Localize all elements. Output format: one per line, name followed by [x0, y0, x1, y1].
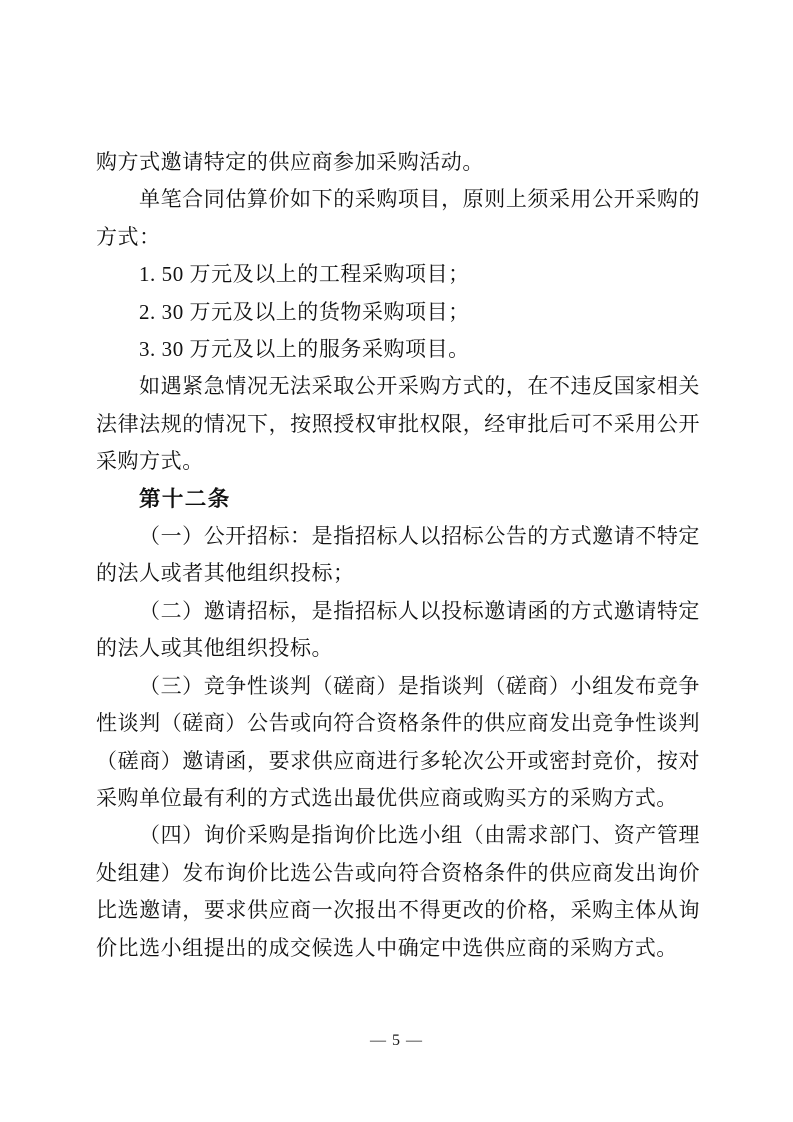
paragraph-open-procurement-intro: 单笔合同估算价如下的采购项目，原则上须采用公开采购的方式：: [96, 187, 700, 249]
article-12-heading: 第十二条: [139, 486, 231, 511]
paragraph-emergency-exception: 如遇紧急情况无法采取公开采购方式的，在不违反国家相关法律法规的情况下，按照授权审批权限，经审批后可不采用公开采购方式。: [96, 374, 700, 474]
paragraph-method-open-tender: （一）公开招标：是指招标人以招标公告的方式邀请不特定的法人或者其他组织投标；: [96, 524, 700, 586]
paragraph-continuation: 购方式邀请特定的供应商参加采购活动。: [96, 150, 484, 174]
list-item-threshold-1: 1. 50 万元及以上的工程采购项目；: [139, 262, 470, 287]
paragraph-method-inquiry-procurement: （四）询价采购是指询价比选小组（由需求部门、资产管理处组建）发布询价比选公告或向符合资格条件的供应商发出询价比选邀请，要求供应商一次报出不得更改的价格，采购主体从询价比选小组提出的成交候选人中确定中选供应商的采购方式。: [96, 823, 700, 960]
paragraph-method-invited-tender: （二）邀请招标，是指招标人以投标邀请函的方式邀请特定的法人或其他组织投标。: [96, 598, 700, 661]
list-item-threshold-3: 3. 30 万元及以上的服务采购项目。: [139, 337, 470, 362]
document-body: [96, 144, 700, 967]
page-number: — 5 —: [370, 1032, 423, 1049]
list-item-threshold-2: 2. 30 万元及以上的货物采购项目；: [139, 299, 470, 324]
paragraph-method-competitive-negotiation: （三）竞争性谈判（磋商）是指谈判（磋商）小组发布竞争性谈判（磋商）公告或向符合资格条件的供应商发出竞争性谈判（磋商）邀请函，要求供应商进行多轮次公开或密封竞价，按对采购单位最有利的方式选出最优供应商或购买方的采购方式。: [96, 673, 700, 810]
page-footer: [0, 1032, 793, 1050]
